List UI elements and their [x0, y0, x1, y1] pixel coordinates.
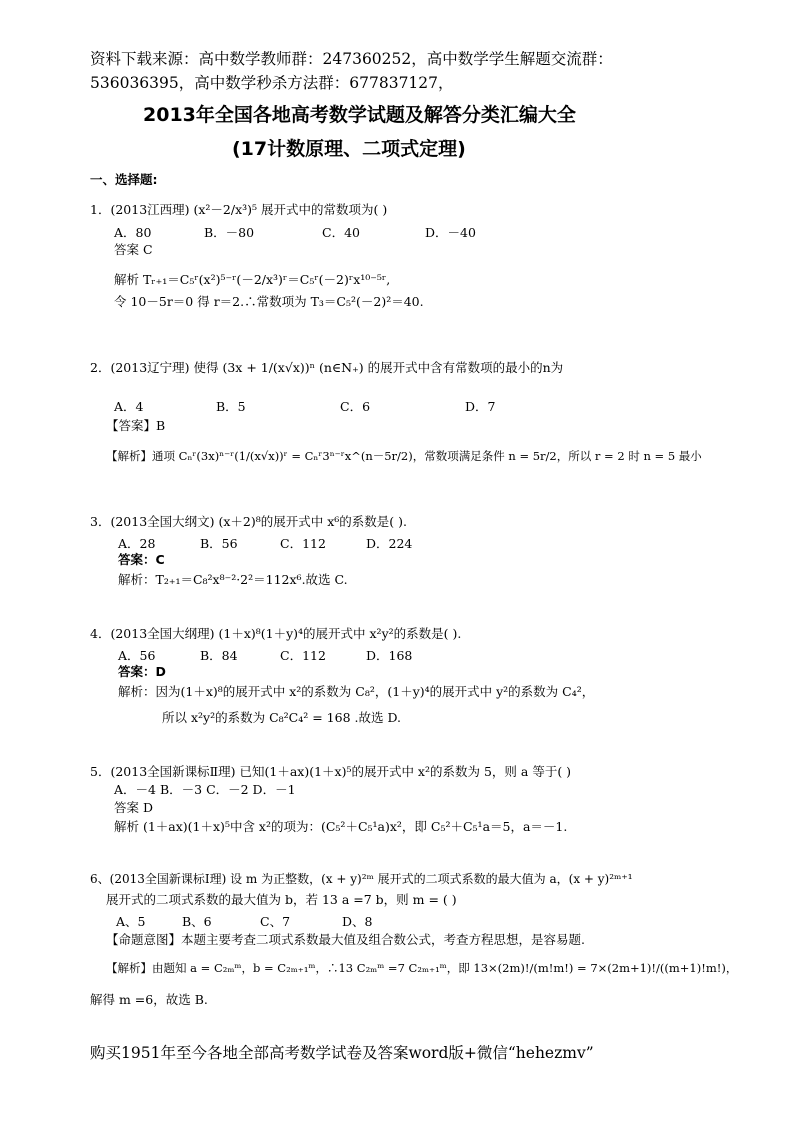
q6-analysis: 【解析】由题知 a = C₂ₘᵐ，b = C₂ₘ₊₁ᵐ，∴13 C₂ₘᵐ =7 C₂ₘ₊₁ᵐ，即 13×(2m)!/(m!m!) = 7×(2m+1)!/((m+1)!m!)， — [106, 961, 738, 975]
q1-analysis-1: 解析 Tᵣ₊₁＝C₅ʳ(x²)⁵⁻ʳ(－2/x³)ʳ＝C₅ʳ(－2)ʳx¹⁰⁻⁵ʳ, — [114, 272, 391, 287]
question-2: 2．(2013辽宁理) 使得 (3x + 1/(x√x))ⁿ (n∈N₊) 的展开式中含有常数项的最小的n为 — [90, 360, 564, 375]
question-3: 3．(2013全国大纲文) (x＋2)⁸的展开式中 x⁶的系数是( ). — [90, 514, 407, 529]
document-title: 2013年全国各地高考数学试题及解答分类汇编大全 — [143, 104, 576, 126]
q2-option-a: A．4 — [114, 399, 144, 414]
q2-answer: 【答案】B — [106, 418, 166, 433]
question-4: 4．(2013全国大纲理) (1＋x)⁸(1＋y)⁴的展开式中 x²y²的系数是( ). — [90, 626, 462, 641]
q4-analysis-1: 解析：因为(1＋x)⁸的展开式中 x²的系数为 C₈²，(1＋y)⁴的展开式中 y²的系数为 C₄²， — [118, 684, 595, 699]
q1-option-a: A．80 — [114, 225, 152, 240]
q6-option-a: A、5 — [116, 914, 146, 929]
q1-analysis-2: 令 10－5r＝0 得 r＝2.∴常数项为 T₃＝C₅²(－2)²＝40. — [114, 294, 424, 309]
q4-option-b: B．84 — [200, 648, 238, 663]
q4-option-d: D．168 — [366, 648, 413, 663]
q6-option-c: C、7 — [260, 914, 291, 929]
document-subtitle: (17计数原理、二项式定理) — [232, 138, 466, 160]
q5-options: A．－4 B．－3 C．－2 D．－1 — [114, 782, 296, 797]
q5-answer: 答案 D — [114, 800, 153, 815]
header-line-2: 536036395，高中数学秒杀方法群：677837127， — [90, 74, 454, 92]
question-5: 5．(2013全国新课标Ⅱ理) 已知(1＋ax)(1＋x)⁵的展开式中 x²的系数为 5，则 a 等于( ) — [90, 764, 572, 779]
q1-option-d: D．－40 — [425, 225, 476, 240]
q4-answer: 答案：D — [118, 664, 166, 679]
section-heading: 一、选择题: — [90, 172, 158, 187]
q2-option-b: B．5 — [216, 399, 246, 414]
q3-option-c: C．112 — [280, 536, 326, 551]
q1-option-c: C．40 — [322, 225, 360, 240]
header-line-1: 资料下载来源：高中数学教师群：247360252，高中数学学生解题交流群： — [90, 50, 613, 68]
q4-option-c: C．112 — [280, 648, 326, 663]
q3-option-a: A．28 — [118, 536, 156, 551]
q2-option-c: C．6 — [340, 399, 371, 414]
q5-analysis: 解析 (1＋ax)(1＋x)⁵中含 x²的项为：(C₅²＋C₅¹a)x²，即 C₅²＋C₅¹a＝5，a＝－1. — [114, 819, 568, 834]
q6-option-d: D、8 — [342, 914, 373, 929]
q6-result: 解得 m =6，故选 B. — [90, 992, 208, 1007]
q3-option-b: B．56 — [200, 536, 238, 551]
q4-analysis-2: 所以 x²y²的系数为 C₈²C₄² = 168 .故选 D. — [162, 710, 402, 725]
q3-analysis: 解析：T₂₊₁＝C₈²x⁸⁻²·2²＝112x⁶.故选 C. — [118, 572, 348, 587]
q2-analysis: 【解析】通项 Cₙʳ(3x)ⁿ⁻ʳ(1/(x√x))ʳ = Cₙʳ3ⁿ⁻ʳx^(n－5r/2)，常数项满足条件 n = 5r/2，所以 r = 2 时 n = 5 最小 — [106, 449, 702, 463]
q6-intent: 【命题意图】本题主要考查二项式系数最大值及组合数公式，考查方程思想，是容易题. — [106, 932, 585, 947]
footer-note: 购买1951年至今各地全部高考数学试卷及答案word版+微信“hehezmv” — [90, 1044, 594, 1062]
q4-option-a: A．56 — [118, 648, 156, 663]
q3-answer: 答案：C — [118, 552, 165, 567]
question-6-line-1: 6、(2013全国新课标Ⅰ理) 设 m 为正整数，(x + y)²ᵐ 展开式的二项式系数的最大值为 a，(x + y)²ᵐ⁺¹ — [90, 872, 633, 886]
q3-option-d: D．224 — [366, 536, 413, 551]
question-1: 1．(2013江西理) (x²－2/x³)⁵ 展开式中的常数项为( ) — [90, 202, 388, 217]
question-6-line-2: 展开式的二项式系数的最大值为 b，若 13 a =7 b，则 m = ( ) — [106, 892, 457, 907]
q2-option-d: D．7 — [465, 399, 496, 414]
q1-option-b: B．－80 — [204, 225, 255, 240]
q6-option-b: B、6 — [182, 914, 212, 929]
q1-answer: 答案 C — [114, 242, 153, 257]
